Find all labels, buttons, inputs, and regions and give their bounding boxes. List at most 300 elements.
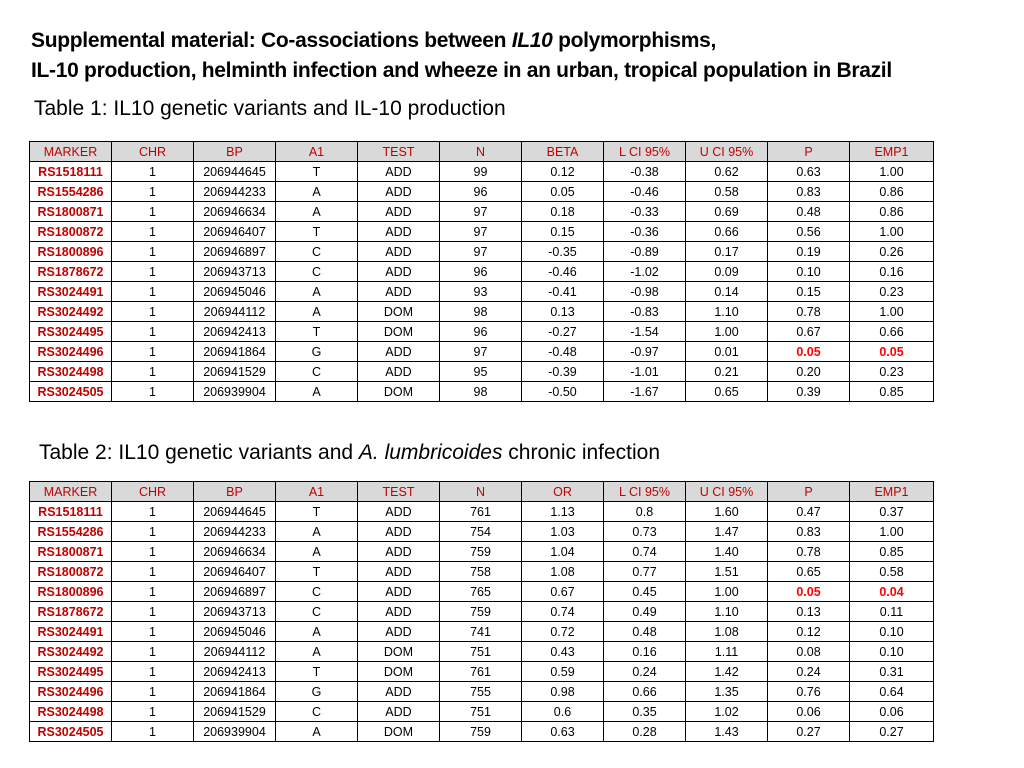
table1-cell: 1 bbox=[112, 162, 194, 182]
table1-cell: 1 bbox=[112, 262, 194, 282]
table2-cell: 0.06 bbox=[850, 702, 934, 722]
table2-cell: DOM bbox=[358, 642, 440, 662]
table1-cell: 97 bbox=[440, 202, 522, 222]
table2-cell: 206943713 bbox=[194, 602, 276, 622]
table2-cell: A bbox=[276, 642, 358, 662]
table1-cell: 206942413 bbox=[194, 322, 276, 342]
table2-cell: 1.08 bbox=[686, 622, 768, 642]
table1-cell: 0.18 bbox=[522, 202, 604, 222]
table2 bbox=[29, 481, 934, 742]
table2-cell: 206939904 bbox=[194, 722, 276, 742]
table2-marker-cell: RS3024491 bbox=[30, 622, 112, 642]
table1-cell: 0.85 bbox=[850, 382, 934, 402]
table1-cell: -0.46 bbox=[604, 182, 686, 202]
table1-cell: 0.10 bbox=[768, 262, 850, 282]
table1-cell: A bbox=[276, 382, 358, 402]
table2-cell: 1.00 bbox=[686, 582, 768, 602]
table2-cell: 0.05 bbox=[768, 582, 850, 602]
table1-cell: -0.35 bbox=[522, 242, 604, 262]
table1-cell: 206944112 bbox=[194, 302, 276, 322]
table2-cell: 1.08 bbox=[522, 562, 604, 582]
table1-marker-cell: RS1878672 bbox=[30, 262, 112, 282]
table1-cell: A bbox=[276, 302, 358, 322]
table2-cell: 0.74 bbox=[604, 542, 686, 562]
table1-cell: G bbox=[276, 342, 358, 362]
table1-cell: 99 bbox=[440, 162, 522, 182]
table2-cell: 0.43 bbox=[522, 642, 604, 662]
table2-cell: ADD bbox=[358, 562, 440, 582]
table1-cell: 0.48 bbox=[768, 202, 850, 222]
table2-cell: 0.04 bbox=[850, 582, 934, 602]
table1-cell: 0.05 bbox=[768, 342, 850, 362]
table2-row bbox=[30, 542, 934, 562]
table2-heading-suffix: chronic infection bbox=[502, 441, 661, 464]
table2-col-header: TEST bbox=[358, 482, 440, 502]
table1-cell: 0.09 bbox=[686, 262, 768, 282]
table2-cell: 1 bbox=[112, 602, 194, 622]
table2-cell: 206942413 bbox=[194, 662, 276, 682]
table1-cell: ADD bbox=[358, 162, 440, 182]
table2-cell: ADD bbox=[358, 622, 440, 642]
table1-col-header: CHR bbox=[112, 142, 194, 162]
table1-cell: 0.78 bbox=[768, 302, 850, 322]
title-line-2: IL-10 production, helminth infection and wheeze in an urban, tropical population in Brazil bbox=[31, 59, 892, 82]
table2-cell: 761 bbox=[440, 662, 522, 682]
table1-cell: 0.15 bbox=[522, 222, 604, 242]
table1-cell: -0.48 bbox=[522, 342, 604, 362]
table2-cell: 0.76 bbox=[768, 682, 850, 702]
table1-cell: A bbox=[276, 202, 358, 222]
table2-row bbox=[30, 602, 934, 622]
table1-row bbox=[30, 382, 934, 402]
table2-cell: 206946897 bbox=[194, 582, 276, 602]
table2-cell: 0.12 bbox=[768, 622, 850, 642]
table1-cell: 98 bbox=[440, 382, 522, 402]
table1-body bbox=[30, 162, 934, 402]
table2-cell: 741 bbox=[440, 622, 522, 642]
table1-header-row bbox=[30, 142, 934, 162]
table1-cell: -0.41 bbox=[522, 282, 604, 302]
table1-cell: 1 bbox=[112, 202, 194, 222]
table1-cell: ADD bbox=[358, 262, 440, 282]
table2-cell: 1.02 bbox=[686, 702, 768, 722]
table1-row bbox=[30, 322, 934, 342]
table1-cell: DOM bbox=[358, 302, 440, 322]
table2-cell: 1.60 bbox=[686, 502, 768, 522]
table2-cell: 0.27 bbox=[850, 722, 934, 742]
table1-cell: 1 bbox=[112, 362, 194, 382]
table2-cell: 1.13 bbox=[522, 502, 604, 522]
table2-heading-prefix: Table 2: IL10 genetic variants and bbox=[39, 441, 359, 464]
table1-cell: 0.19 bbox=[768, 242, 850, 262]
table1-cell: 0.69 bbox=[686, 202, 768, 222]
table2-cell: ADD bbox=[358, 602, 440, 622]
table1-cell: 0.26 bbox=[850, 242, 934, 262]
table2-cell: 1.35 bbox=[686, 682, 768, 702]
table1-cell: 97 bbox=[440, 242, 522, 262]
table2-cell: 1 bbox=[112, 502, 194, 522]
table2-cell: C bbox=[276, 702, 358, 722]
table1-heading: Table 1: IL10 genetic variants and IL-10 production bbox=[34, 97, 506, 120]
table2-cell: 751 bbox=[440, 702, 522, 722]
table2-cell: 0.35 bbox=[604, 702, 686, 722]
table1-row bbox=[30, 242, 934, 262]
table2-cell: 0.48 bbox=[604, 622, 686, 642]
table2-row bbox=[30, 582, 934, 602]
table1-cell: 206945046 bbox=[194, 282, 276, 302]
table1-cell: 96 bbox=[440, 262, 522, 282]
table1-cell: 0.05 bbox=[850, 342, 934, 362]
table1-cell: 96 bbox=[440, 182, 522, 202]
table2-row bbox=[30, 722, 934, 742]
table1-cell: -0.38 bbox=[604, 162, 686, 182]
table1-cell: 206943713 bbox=[194, 262, 276, 282]
title-line-1-suffix: polymorphisms, bbox=[552, 29, 717, 52]
table1-marker-cell: RS1800872 bbox=[30, 222, 112, 242]
table2-cell: A bbox=[276, 622, 358, 642]
table1-cell: 1 bbox=[112, 302, 194, 322]
table2-body bbox=[30, 502, 934, 742]
table1-cell: C bbox=[276, 262, 358, 282]
table1-row bbox=[30, 162, 934, 182]
table2-cell: A bbox=[276, 542, 358, 562]
table1-cell: ADD bbox=[358, 242, 440, 262]
table1-cell: 0.15 bbox=[768, 282, 850, 302]
table2-heading bbox=[39, 440, 660, 466]
table2-row bbox=[30, 682, 934, 702]
table1-marker-cell: RS3024505 bbox=[30, 382, 112, 402]
table2-cell: ADD bbox=[358, 522, 440, 542]
table1-cell: ADD bbox=[358, 222, 440, 242]
table1-cell: 206941864 bbox=[194, 342, 276, 362]
table2-cell: 1.00 bbox=[850, 522, 934, 542]
table2-cell: 206941864 bbox=[194, 682, 276, 702]
table1-cell: 206944233 bbox=[194, 182, 276, 202]
table2-cell: 1 bbox=[112, 702, 194, 722]
table2-marker-cell: RS1800871 bbox=[30, 542, 112, 562]
table2-cell: 761 bbox=[440, 502, 522, 522]
table2-marker-cell: RS3024492 bbox=[30, 642, 112, 662]
table2-cell: 0.10 bbox=[850, 642, 934, 662]
table1-cell: 0.21 bbox=[686, 362, 768, 382]
table2-marker-cell: RS3024496 bbox=[30, 682, 112, 702]
table2-col-header: MARKER bbox=[30, 482, 112, 502]
table1-cell: ADD bbox=[358, 182, 440, 202]
table1-cell: ADD bbox=[358, 362, 440, 382]
table2-cell: 0.77 bbox=[604, 562, 686, 582]
table1-cell: DOM bbox=[358, 382, 440, 402]
table1-col-header: BP bbox=[194, 142, 276, 162]
table2-marker-cell: RS1554286 bbox=[30, 522, 112, 542]
page-title bbox=[31, 26, 892, 86]
table2-marker-cell: RS3024498 bbox=[30, 702, 112, 722]
table2-cell: 0.67 bbox=[522, 582, 604, 602]
table2-cell: 0.74 bbox=[522, 602, 604, 622]
table2-row bbox=[30, 562, 934, 582]
table1-row bbox=[30, 182, 934, 202]
table2-cell: 0.73 bbox=[604, 522, 686, 542]
title-gene-name: IL10 bbox=[511, 29, 553, 52]
table2-col-header: BP bbox=[194, 482, 276, 502]
table1-cell: DOM bbox=[358, 322, 440, 342]
table2-cell: 0.8 bbox=[604, 502, 686, 522]
table2-cell: 0.37 bbox=[850, 502, 934, 522]
table1-cell: T bbox=[276, 222, 358, 242]
table1-cell: 1 bbox=[112, 382, 194, 402]
table2-cell: T bbox=[276, 562, 358, 582]
table2-cell: 0.64 bbox=[850, 682, 934, 702]
table1-cell: 206944645 bbox=[194, 162, 276, 182]
table1-cell: 1 bbox=[112, 342, 194, 362]
table2-row bbox=[30, 522, 934, 542]
table2-cell: 759 bbox=[440, 542, 522, 562]
table1-cell: C bbox=[276, 362, 358, 382]
table2-row bbox=[30, 702, 934, 722]
table1-cell: 206946897 bbox=[194, 242, 276, 262]
table2-cell: 0.59 bbox=[522, 662, 604, 682]
table2-cell: ADD bbox=[358, 502, 440, 522]
table1-cell: -1.02 bbox=[604, 262, 686, 282]
table1-col-header: N bbox=[440, 142, 522, 162]
table1-cell: 98 bbox=[440, 302, 522, 322]
table2-cell: 0.45 bbox=[604, 582, 686, 602]
table2-cell: 0.98 bbox=[522, 682, 604, 702]
table2-col-header: OR bbox=[522, 482, 604, 502]
table2-cell: 1 bbox=[112, 542, 194, 562]
table2-cell: 0.72 bbox=[522, 622, 604, 642]
table1-cell: 0.20 bbox=[768, 362, 850, 382]
table2-cell: 0.63 bbox=[522, 722, 604, 742]
table1-marker-cell: RS3024498 bbox=[30, 362, 112, 382]
table1-cell: -0.33 bbox=[604, 202, 686, 222]
table2-cell: 1.10 bbox=[686, 602, 768, 622]
table2-cell: 206946634 bbox=[194, 542, 276, 562]
table2-col-header: CHR bbox=[112, 482, 194, 502]
table2-marker-cell: RS1878672 bbox=[30, 602, 112, 622]
table2-cell: 1.03 bbox=[522, 522, 604, 542]
table2-cell: 0.27 bbox=[768, 722, 850, 742]
table1-row bbox=[30, 202, 934, 222]
table2-cell: 0.24 bbox=[768, 662, 850, 682]
table2-cell: 1 bbox=[112, 522, 194, 542]
table1-cell: 0.86 bbox=[850, 182, 934, 202]
table2-marker-cell: RS1800896 bbox=[30, 582, 112, 602]
table2-cell: 206944233 bbox=[194, 522, 276, 542]
table2-cell: 751 bbox=[440, 642, 522, 662]
table1-cell: 0.86 bbox=[850, 202, 934, 222]
table2-cell: 206946407 bbox=[194, 562, 276, 582]
table1-row bbox=[30, 222, 934, 242]
table1-marker-cell: RS3024495 bbox=[30, 322, 112, 342]
table1-cell: -1.01 bbox=[604, 362, 686, 382]
table2-cell: 0.16 bbox=[604, 642, 686, 662]
table2-cell: 0.10 bbox=[850, 622, 934, 642]
table2-cell: 0.78 bbox=[768, 542, 850, 562]
table1-cell: 0.16 bbox=[850, 262, 934, 282]
table1-cell: 206946407 bbox=[194, 222, 276, 242]
table1-cell: 0.01 bbox=[686, 342, 768, 362]
table1-cell: 0.39 bbox=[768, 382, 850, 402]
table1-cell: 0.23 bbox=[850, 282, 934, 302]
table1-cell: 1 bbox=[112, 182, 194, 202]
table2-cell: 0.6 bbox=[522, 702, 604, 722]
table2-cell: 0.11 bbox=[850, 602, 934, 622]
table1-col-header: EMP1 bbox=[850, 142, 934, 162]
table1-cell: T bbox=[276, 322, 358, 342]
table1-cell: 0.58 bbox=[686, 182, 768, 202]
table1-col-header: U CI 95% bbox=[686, 142, 768, 162]
table2-marker-cell: RS1518111 bbox=[30, 502, 112, 522]
table1-row bbox=[30, 362, 934, 382]
table1-cell: -0.46 bbox=[522, 262, 604, 282]
table2-col-header: U CI 95% bbox=[686, 482, 768, 502]
table1-cell: -0.97 bbox=[604, 342, 686, 362]
table2-row bbox=[30, 502, 934, 522]
table2-cell: DOM bbox=[358, 722, 440, 742]
table1-cell: 0.83 bbox=[768, 182, 850, 202]
table1-marker-cell: RS3024492 bbox=[30, 302, 112, 322]
table2-cell: 1 bbox=[112, 642, 194, 662]
table2-cell: 754 bbox=[440, 522, 522, 542]
table1-cell: -1.54 bbox=[604, 322, 686, 342]
table2-cell: 755 bbox=[440, 682, 522, 702]
table1-cell: 1 bbox=[112, 222, 194, 242]
table1-marker-cell: RS1800871 bbox=[30, 202, 112, 222]
table2-cell: 0.24 bbox=[604, 662, 686, 682]
table1-cell: 1 bbox=[112, 282, 194, 302]
table2-col-header: A1 bbox=[276, 482, 358, 502]
table1-cell: 0.13 bbox=[522, 302, 604, 322]
table2-cell: G bbox=[276, 682, 358, 702]
table1-marker-cell: RS1800896 bbox=[30, 242, 112, 262]
table2-cell: 206945046 bbox=[194, 622, 276, 642]
table2-cell: 1.43 bbox=[686, 722, 768, 742]
table2-cell: C bbox=[276, 602, 358, 622]
table1-row bbox=[30, 342, 934, 362]
table1-cell: 0.12 bbox=[522, 162, 604, 182]
table1-cell: 0.66 bbox=[686, 222, 768, 242]
table1-cell: -0.36 bbox=[604, 222, 686, 242]
table2-col-header: L CI 95% bbox=[604, 482, 686, 502]
table1-marker-cell: RS3024496 bbox=[30, 342, 112, 362]
table2-row bbox=[30, 642, 934, 662]
table2-cell: T bbox=[276, 662, 358, 682]
table2-cell: 1.47 bbox=[686, 522, 768, 542]
table1-cell: -0.39 bbox=[522, 362, 604, 382]
table1-col-header: MARKER bbox=[30, 142, 112, 162]
table2-cell: 0.08 bbox=[768, 642, 850, 662]
table1-cell: 0.63 bbox=[768, 162, 850, 182]
title-line-1 bbox=[31, 26, 892, 56]
table2-cell: 0.06 bbox=[768, 702, 850, 722]
table1-marker-cell: RS1518111 bbox=[30, 162, 112, 182]
table2-cell: 1 bbox=[112, 722, 194, 742]
table1-cell: 0.17 bbox=[686, 242, 768, 262]
table1-cell: 206941529 bbox=[194, 362, 276, 382]
table1-col-header: A1 bbox=[276, 142, 358, 162]
table1-cell: -0.98 bbox=[604, 282, 686, 302]
table2-cell: 0.47 bbox=[768, 502, 850, 522]
table1-row bbox=[30, 302, 934, 322]
table1-row bbox=[30, 282, 934, 302]
table1-cell: -0.83 bbox=[604, 302, 686, 322]
table2-cell: 1 bbox=[112, 562, 194, 582]
table2-marker-cell: RS1800872 bbox=[30, 562, 112, 582]
table2-cell: 1.40 bbox=[686, 542, 768, 562]
table2-cell: 0.58 bbox=[850, 562, 934, 582]
table1-cell: ADD bbox=[358, 282, 440, 302]
table2-cell: 758 bbox=[440, 562, 522, 582]
table1-cell: 0.62 bbox=[686, 162, 768, 182]
table1-cell: 1.00 bbox=[686, 322, 768, 342]
table2-cell: 206944645 bbox=[194, 502, 276, 522]
table1-cell: 0.66 bbox=[850, 322, 934, 342]
table2-header-row bbox=[30, 482, 934, 502]
table2-cell: ADD bbox=[358, 682, 440, 702]
table2-cell: 765 bbox=[440, 582, 522, 602]
table2-cell: 1 bbox=[112, 582, 194, 602]
table2-cell: 0.49 bbox=[604, 602, 686, 622]
table1 bbox=[29, 141, 934, 402]
table2-marker-cell: RS3024495 bbox=[30, 662, 112, 682]
table2-cell: T bbox=[276, 502, 358, 522]
table2-cell: 1 bbox=[112, 622, 194, 642]
table2-cell: A bbox=[276, 522, 358, 542]
table1-cell: 96 bbox=[440, 322, 522, 342]
table1-cell: 1 bbox=[112, 322, 194, 342]
table2-row bbox=[30, 662, 934, 682]
table1-cell: -1.67 bbox=[604, 382, 686, 402]
table2-cell: 0.28 bbox=[604, 722, 686, 742]
table1-cell: 95 bbox=[440, 362, 522, 382]
table1-cell: 1 bbox=[112, 242, 194, 262]
table2-cell: 0.85 bbox=[850, 542, 934, 562]
table1-cell: 1.00 bbox=[850, 162, 934, 182]
table1-cell: T bbox=[276, 162, 358, 182]
table1-col-header: BETA bbox=[522, 142, 604, 162]
table1-cell: C bbox=[276, 242, 358, 262]
table2-cell: 1 bbox=[112, 662, 194, 682]
table1-cell: 1.10 bbox=[686, 302, 768, 322]
table2-cell: DOM bbox=[358, 662, 440, 682]
table2-col-header: N bbox=[440, 482, 522, 502]
table1-cell: 0.56 bbox=[768, 222, 850, 242]
table1-cell: ADD bbox=[358, 342, 440, 362]
table1-cell: ADD bbox=[358, 202, 440, 222]
table1-cell: 1.00 bbox=[850, 302, 934, 322]
table2-cell: ADD bbox=[358, 582, 440, 602]
table2-cell: 206941529 bbox=[194, 702, 276, 722]
table1-cell: 97 bbox=[440, 222, 522, 242]
table2-cell: 0.13 bbox=[768, 602, 850, 622]
table1-cell: -0.27 bbox=[522, 322, 604, 342]
table2-marker-cell: RS3024505 bbox=[30, 722, 112, 742]
table2-cell: 1 bbox=[112, 682, 194, 702]
table1-cell: -0.89 bbox=[604, 242, 686, 262]
table1-cell: 206946634 bbox=[194, 202, 276, 222]
table1-cell: 206939904 bbox=[194, 382, 276, 402]
table2-cell: A bbox=[276, 722, 358, 742]
table1-cell: 0.05 bbox=[522, 182, 604, 202]
table2-cell: 0.31 bbox=[850, 662, 934, 682]
table2-cell: 1.51 bbox=[686, 562, 768, 582]
table2-cell: ADD bbox=[358, 702, 440, 722]
table1-marker-cell: RS1554286 bbox=[30, 182, 112, 202]
title-line-1-prefix: Supplemental material: Co-associations between bbox=[31, 29, 512, 52]
table2-cell: ADD bbox=[358, 542, 440, 562]
table2-cell: 1.42 bbox=[686, 662, 768, 682]
table1-col-header: L CI 95% bbox=[604, 142, 686, 162]
